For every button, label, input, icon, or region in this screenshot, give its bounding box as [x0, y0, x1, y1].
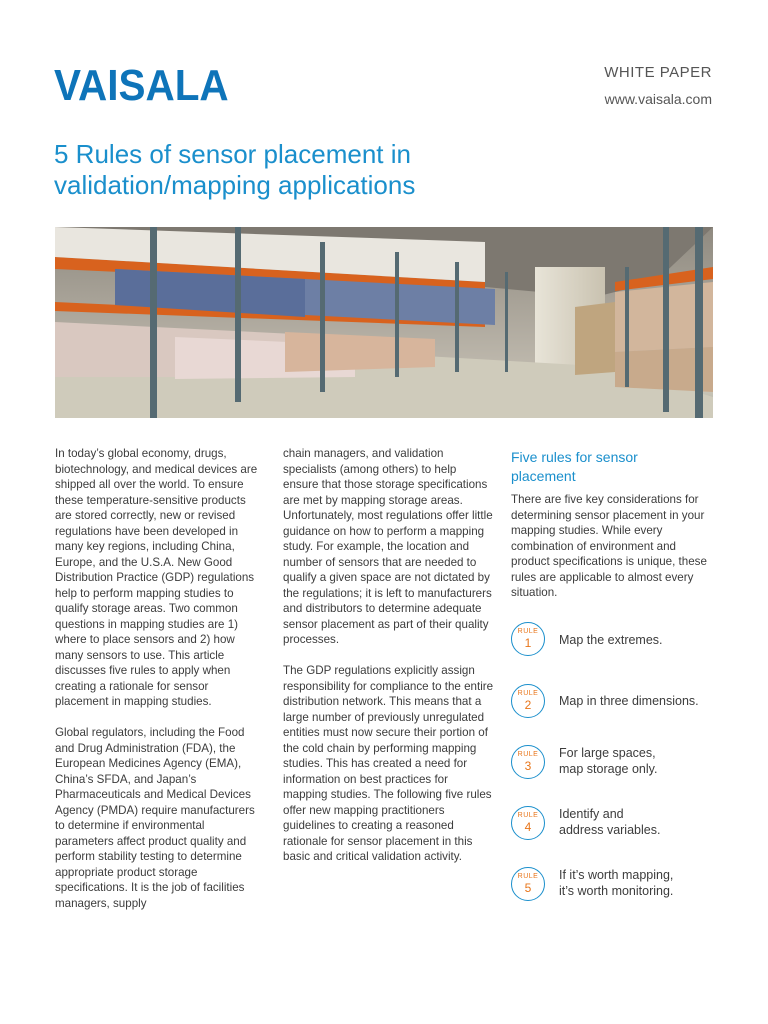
- title-line: 5 Rules of sensor placement in: [54, 139, 411, 169]
- rule-number: 3: [524, 759, 532, 773]
- rule-number: 1: [524, 636, 532, 650]
- document-type-label: WHITE PAPER: [604, 64, 712, 81]
- rule-text-line: Map in three dimensions.: [559, 694, 699, 708]
- rule-number: 4: [524, 820, 532, 834]
- rule-badge: [511, 806, 545, 840]
- sidebar-heading-line: Five rules for sensor: [511, 449, 638, 465]
- rule-badge-label: RULE: [517, 873, 539, 880]
- rule-text: [559, 806, 729, 838]
- rule-text-line: it’s worth monitoring.: [559, 884, 674, 898]
- rule-item-5: [511, 867, 726, 907]
- sidebar-heading: [511, 448, 721, 486]
- paragraph: Global regulators, including the Food and Drug Administration (FDA), the European Medicines Agency (EMA), China’s SFDA, and Japan’s Pharmaceuticals and Medical Devices Agency (PMDA) require manufacturers to determine if environmental parameters affect product quality and perform stability testing to determine appropriate product storage specifications. It is the job of facilities managers, supply: [55, 726, 255, 910]
- rule-text: [559, 632, 729, 648]
- rule-text-line: If it’s worth mapping,: [559, 868, 674, 882]
- paragraph: The GDP regulations explicitly assign responsibility for compliance to the entire distribution network. This means that a large number of previously unregulated entities must now secure their portion of the cold chain by performing mapping studies. This has created a need for information on best practices for mapping studies. The following five rules offer new mapping practitioners guidelines to creating a reasoned rationale for sensor placement in this basic and critical validation activity.: [283, 664, 494, 863]
- paragraph: chain managers, and validation specialists (among others) to help ensure that those storage specifications are met by mapping storage areas. Unfortunately, most regulations offer little guidance on how to perform a mapping study. For example, the location and number of sensors that are needed to qualify a given space are not dictated by the regulations; it is left to manufacturers and distributors to determine adequate sensor placement as part of their quality processes.: [283, 447, 493, 646]
- rule-item-2: [511, 684, 726, 724]
- sidebar-intro: There are five key considerations for determining sensor placement in your mapping studies. While every combination of environment and product specifications is unique, these rules are applicable to almost every situation.: [511, 493, 707, 599]
- rule-badge: [511, 867, 545, 901]
- rule-badge: [511, 684, 545, 718]
- rule-number: 2: [524, 698, 532, 712]
- rule-badge: [511, 622, 545, 656]
- vaisala-logo: VAISALA: [54, 61, 229, 110]
- rule-badge: [511, 745, 545, 779]
- rule-text-line: address variables.: [559, 823, 661, 837]
- rule-text-line: Identify and: [559, 807, 624, 821]
- rule-item-4: [511, 806, 726, 846]
- rule-item-1: [511, 622, 726, 662]
- rule-badge-label: RULE: [517, 812, 539, 819]
- rule-number: 5: [524, 881, 532, 895]
- rule-text-line: map storage only.: [559, 762, 658, 776]
- website-url: www.vaisala.com: [604, 91, 712, 107]
- rule-text: [559, 745, 729, 777]
- rule-text: [559, 867, 729, 899]
- body-column-2: [283, 446, 495, 880]
- sidebar-heading-line: placement: [511, 468, 576, 484]
- warehouse-photo: [55, 227, 713, 418]
- rule-badge-label: RULE: [517, 628, 539, 635]
- rule-item-3: [511, 745, 726, 785]
- rule-text-line: Map the extremes.: [559, 633, 663, 647]
- rule-badge-label: RULE: [517, 751, 539, 758]
- page-title: [54, 139, 714, 201]
- rule-text: [559, 693, 729, 709]
- body-column-1: [55, 446, 265, 927]
- title-line: validation/mapping applications: [54, 170, 416, 200]
- rule-text-line: For large spaces,: [559, 746, 656, 760]
- paragraph: In today’s global economy, drugs, biotechnology, and medical devices are shipped all over the world. To ensure these temperature-sensitive products are stored correctly, new or revised regulations have been developed in many key regions, including China, Europe, and the U.S.A. New Good Distribution Practice (GDP) regulations help to perform mapping studies to qualify storage areas. Two common questions in mapping studies are 1) where to place sensors and 2) how many sensors to use. This article discusses five rules to apply when creating a rationale for sensor placement in mapping studies.: [55, 447, 258, 708]
- rule-badge-label: RULE: [517, 690, 539, 697]
